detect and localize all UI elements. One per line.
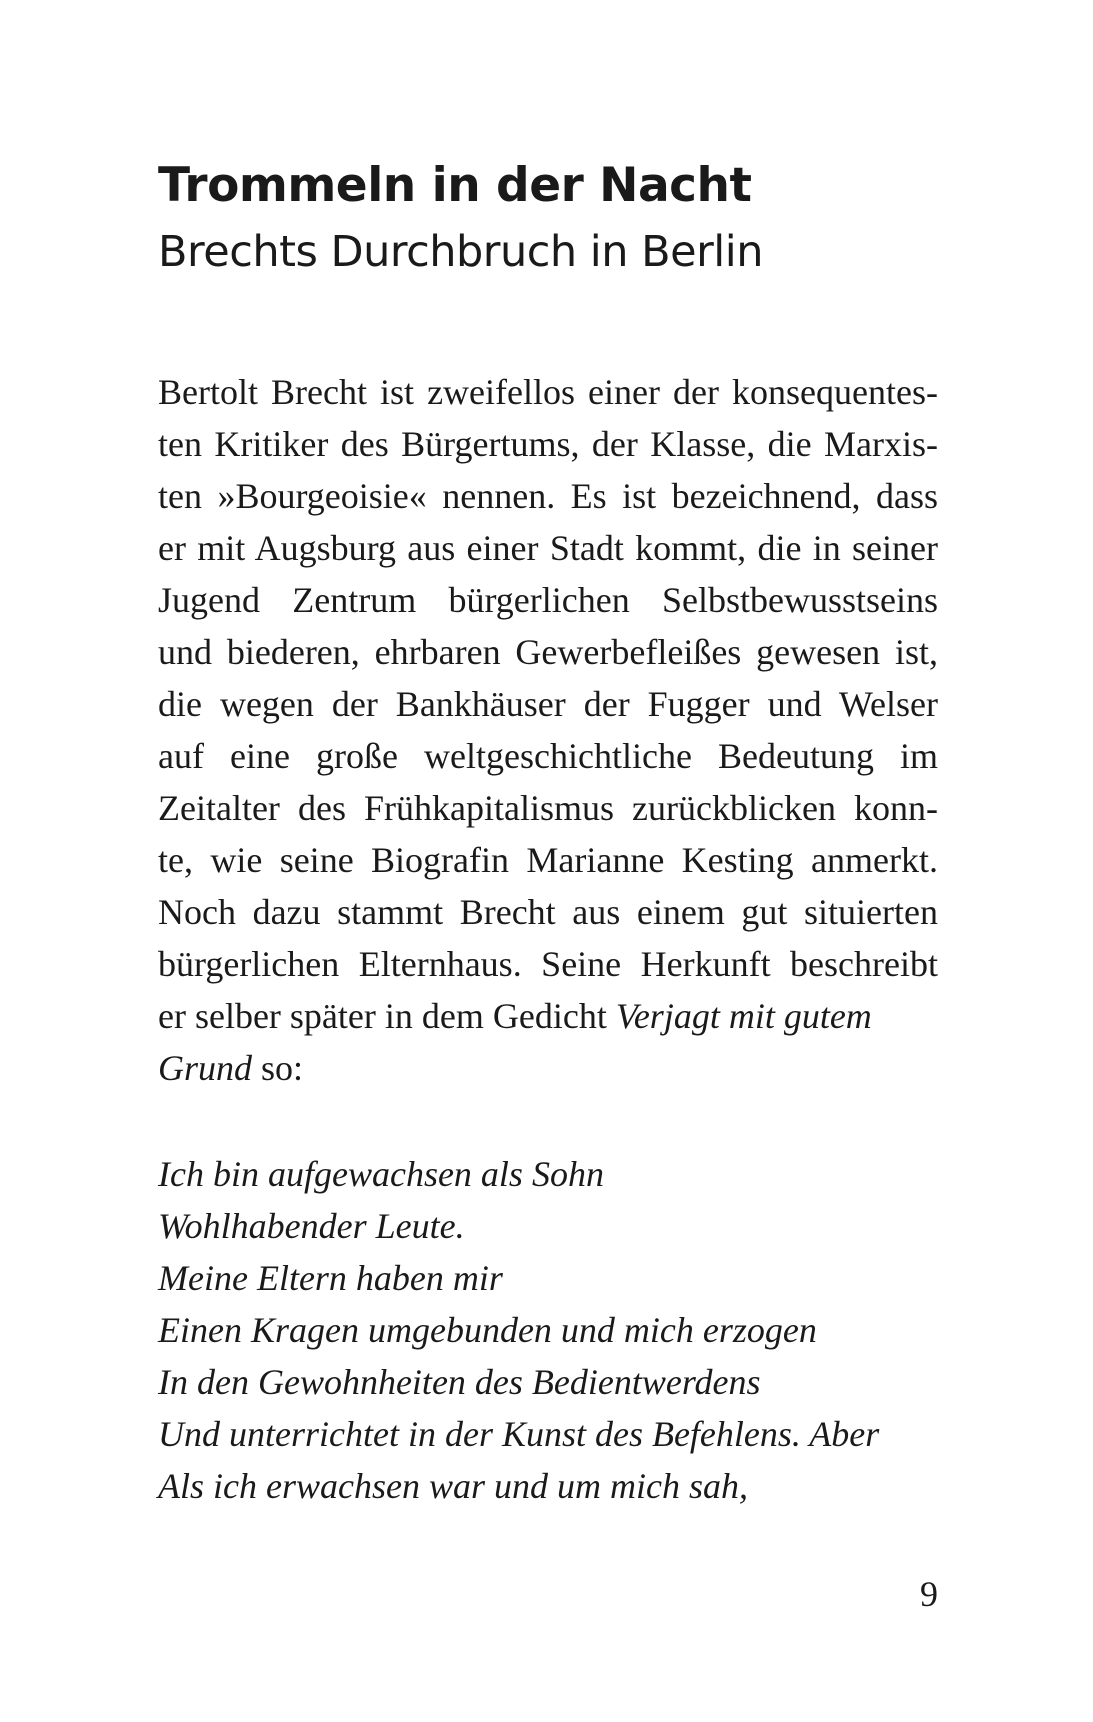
paragraph-line: er mit Augsburg aus einer Stadt kommt, die in seiner bbox=[158, 528, 938, 568]
paragraph-line: te, wie seine Biografin Marianne Kesting anmerkt. bbox=[158, 840, 938, 880]
paragraph-line: die wegen der Bankhäuser der Fugger und Welser bbox=[158, 684, 938, 724]
poem-line: In den Gewohnheiten des Bedientwerdens bbox=[158, 1362, 761, 1402]
paragraph-line bbox=[158, 990, 938, 1042]
paragraph-line: auf eine große weltgeschichtliche Bedeutung im bbox=[158, 736, 938, 776]
page-number: 9 bbox=[920, 1574, 938, 1614]
poem-title-italic: Grund bbox=[158, 1048, 253, 1088]
paragraph-line: ten Kritiker des Bürgertums, der Klasse, die Marxis- bbox=[158, 424, 938, 464]
paragraph-line: Noch dazu stammt Brecht aus einem gut situierten bbox=[158, 892, 938, 932]
paragraph-line: Bertolt Brecht ist zweifellos einer der konsequentes- bbox=[158, 372, 938, 412]
paragraph-line: Jugend Zentrum bürgerlichen Selbstbewusstseins bbox=[158, 580, 938, 620]
paragraph-line: ten »Bourgeoisie« nennen. Es ist bezeichnend, dass bbox=[158, 476, 938, 516]
poem-line: Meine Eltern haben mir bbox=[158, 1258, 503, 1298]
chapter-title: Trommeln in der Nacht bbox=[158, 158, 752, 213]
poem-line: Einen Kragen umgebunden und mich erzogen bbox=[158, 1310, 817, 1350]
paragraph-text: er selber später in dem Gedicht bbox=[158, 996, 616, 1036]
paragraph-line: bürgerlichen Elternhaus. Seine Herkunft beschreibt bbox=[158, 944, 938, 984]
poem-line: Wohlhabender Leute. bbox=[158, 1206, 465, 1246]
paragraph-text: so: bbox=[252, 1048, 304, 1088]
body-paragraph bbox=[158, 366, 938, 1094]
paragraph-line: und biederen, ehrbaren Gewerbefleißes gewesen ist, bbox=[158, 632, 938, 672]
poem-title-italic: Verjagt mit gutem bbox=[615, 996, 872, 1036]
poem-line: Ich bin aufgewachsen als Sohn bbox=[158, 1154, 604, 1194]
poem-line: Als ich erwachsen war und um mich sah, bbox=[158, 1466, 748, 1506]
paragraph-line: Zeitalter des Frühkapitalismus zurückblicken konn- bbox=[158, 788, 938, 828]
chapter-subtitle: Brechts Durchbruch in Berlin bbox=[158, 227, 763, 277]
paragraph-line bbox=[158, 1042, 938, 1094]
poem-line: Und unterrichtet in der Kunst des Befehlens. Aber bbox=[158, 1414, 880, 1454]
poem-quote bbox=[158, 1148, 938, 1512]
